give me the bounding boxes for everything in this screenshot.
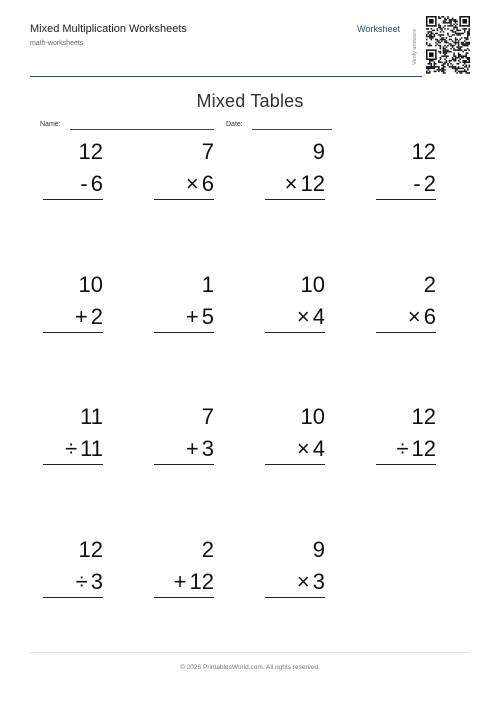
- date-label: Date:: [226, 121, 243, 128]
- problem-top-number: 9: [312, 537, 325, 562]
- problem-bottom-number: 6: [90, 171, 103, 196]
- operator-symbol: +: [185, 304, 199, 329]
- problem-bottom-number: 2: [423, 171, 436, 196]
- problem-14: [154, 537, 214, 607]
- answer-line[interactable]: [43, 332, 103, 333]
- answer-line[interactable]: [154, 597, 214, 598]
- problem-top-number: 10: [300, 272, 325, 297]
- problem-15: [265, 537, 325, 607]
- problem-bottom-line: [174, 569, 214, 595]
- problem-top-number: 12: [411, 404, 436, 429]
- problem-11: [265, 404, 325, 474]
- answer-line[interactable]: [376, 332, 436, 333]
- problem-8: [376, 272, 436, 342]
- problem-bottom-line: [408, 304, 436, 330]
- problem-top-number: 10: [78, 272, 103, 297]
- problem-top-number: 7: [201, 139, 214, 164]
- operator-symbol: ×: [407, 304, 421, 329]
- page-header: [30, 18, 422, 78]
- problem-bottom-number: 6: [201, 171, 214, 196]
- problem-bottom-number: 3: [90, 569, 103, 594]
- operator-symbol: +: [185, 436, 199, 461]
- problem-bottom-line: [396, 436, 436, 462]
- operator-symbol: ÷: [396, 436, 409, 461]
- answer-line[interactable]: [265, 199, 325, 200]
- name-label: Name:: [40, 121, 61, 128]
- operator-symbol: -: [413, 171, 421, 196]
- problem-top-number: 10: [300, 404, 325, 429]
- operator-symbol: ×: [296, 569, 310, 594]
- worksheet-title: Mixed Tables: [196, 91, 304, 111]
- problem-top-number: 12: [78, 537, 103, 562]
- answer-line[interactable]: [376, 199, 436, 200]
- answer-line[interactable]: [154, 464, 214, 465]
- problem-5: [43, 272, 103, 342]
- problem-bottom-line: [186, 304, 214, 330]
- problem-bottom-number: 2: [90, 304, 103, 329]
- problem-bottom-line: [65, 436, 103, 462]
- problem-bottom-line: [186, 436, 214, 462]
- verify-answers-text: Verify answers: [412, 29, 418, 65]
- header-divider: [30, 76, 422, 77]
- answer-line[interactable]: [154, 199, 214, 200]
- problem-2: [154, 139, 214, 209]
- operator-symbol: ×: [296, 304, 310, 329]
- operator-symbol: ×: [284, 171, 298, 196]
- problem-bottom-number: 4: [312, 436, 325, 461]
- problem-bottom-number: 6: [423, 304, 436, 329]
- problem-4: [376, 139, 436, 209]
- answer-line[interactable]: [43, 199, 103, 200]
- problem-bottom-line: [285, 171, 325, 197]
- qr-code-icon[interactable]: [426, 16, 470, 74]
- problem-bottom-number: 5: [201, 304, 214, 329]
- problem-bottom-line: [297, 569, 325, 595]
- problem-bottom-number: 3: [201, 436, 214, 461]
- operator-symbol: +: [173, 569, 187, 594]
- problem-7: [265, 272, 325, 342]
- answer-line[interactable]: [43, 597, 103, 598]
- operator-symbol: ÷: [65, 436, 78, 461]
- problem-3: [265, 139, 325, 209]
- problem-bottom-line: [413, 171, 436, 197]
- operator-symbol: -: [80, 171, 88, 196]
- problem-13: [43, 537, 103, 607]
- operator-symbol: ÷: [75, 569, 88, 594]
- problem-top-number: 12: [411, 139, 436, 164]
- name-field[interactable]: [70, 129, 214, 130]
- problem-10: [154, 404, 214, 474]
- problem-12: [376, 404, 436, 474]
- problem-top-number: 2: [201, 537, 214, 562]
- worksheet-tag[interactable]: Worksheet: [357, 24, 400, 34]
- header-title: Mixed Multiplication Worksheets: [30, 23, 187, 35]
- answer-line[interactable]: [376, 464, 436, 465]
- footer-divider: [30, 652, 470, 653]
- problem-bottom-number: 3: [312, 569, 325, 594]
- operator-symbol: +: [74, 304, 88, 329]
- operator-symbol: ×: [296, 436, 310, 461]
- problem-bottom-line: [297, 304, 325, 330]
- header-subtitle: math-worksheets: [30, 40, 84, 47]
- problem-bottom-line: [80, 171, 103, 197]
- problem-9: [43, 404, 103, 474]
- answer-line[interactable]: [43, 464, 103, 465]
- operator-symbol: ×: [185, 171, 199, 196]
- problem-bottom-number: 12: [300, 171, 325, 196]
- problem-bottom-number: 12: [189, 569, 214, 594]
- footer-copyright: © 2026 PrintablesWorld.com. All rights reserved.: [180, 664, 320, 671]
- problem-bottom-line: [75, 304, 103, 330]
- answer-line[interactable]: [154, 332, 214, 333]
- problem-bottom-number: 12: [411, 436, 436, 461]
- answer-line[interactable]: [265, 464, 325, 465]
- problem-bottom-line: [297, 436, 325, 462]
- problem-bottom-line: [76, 569, 103, 595]
- problem-top-number: 1: [201, 272, 214, 297]
- problem-top-number: 12: [78, 139, 103, 164]
- answer-line[interactable]: [265, 597, 325, 598]
- date-field[interactable]: [252, 129, 332, 130]
- answer-line[interactable]: [265, 332, 325, 333]
- problem-6: [154, 272, 214, 342]
- problem-top-number: 9: [312, 139, 325, 164]
- problem-1: [43, 139, 103, 209]
- problem-top-number: 7: [201, 404, 214, 429]
- verify-answers-label: [410, 22, 420, 72]
- problem-top-number: 2: [423, 272, 436, 297]
- problem-bottom-number: 4: [312, 304, 325, 329]
- problem-top-number: 11: [80, 404, 103, 429]
- problem-bottom-line: [186, 171, 214, 197]
- problem-bottom-number: 11: [80, 436, 103, 461]
